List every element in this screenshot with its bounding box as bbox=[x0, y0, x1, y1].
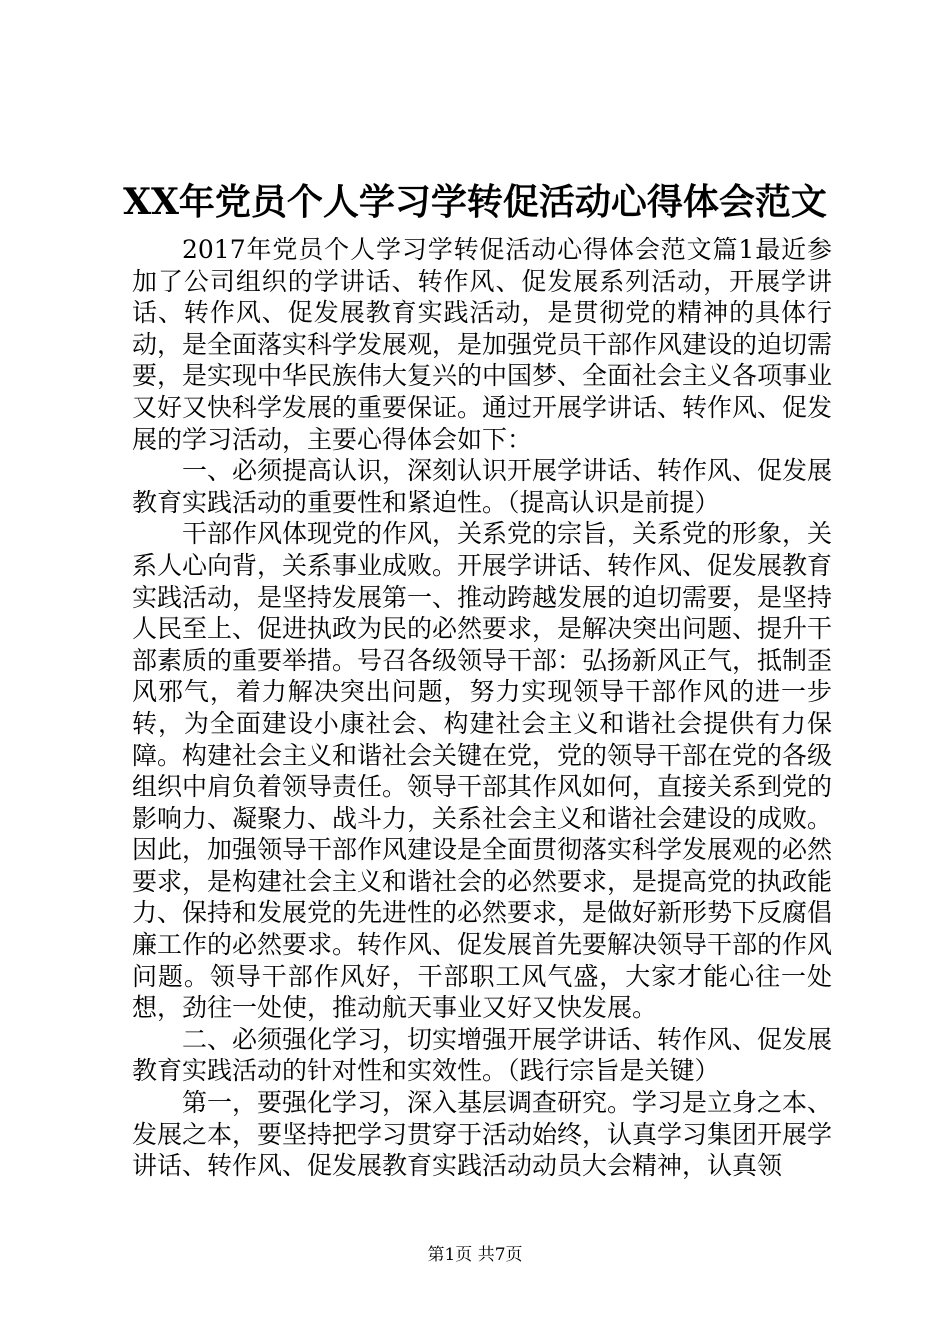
page-footer: 第1页 共7页 bbox=[427, 1245, 523, 1265]
paragraph: 2017年党员个人学习学转促活动心得体会范文篇1最近参加了公司组织的学讲话、转作风、促发展系列活动，开展学讲话、转作风、促发展教育实践活动，是贯彻党的精神的具体行动，是全面落实科学发展观，是加强党员干部作风建设的迫切需要，是实现中华民族伟大复兴的中国梦、全面社会主义各项事业又好又快科学发展的重要保证。通过开展学讲话、转作风、促发展的学习活动，主要心得体会如下： bbox=[132, 235, 833, 454]
document-body bbox=[132, 234, 832, 1182]
document-title: XX年党员个人学习学转促活动心得体会范文 bbox=[123, 181, 827, 223]
paragraph: 二、必须强化学习，切实增强开展学讲话、转作风、促发展教育实践活动的针对性和实效性。（践行宗旨是关键） bbox=[132, 1024, 833, 1086]
paragraph: 干部作风体现党的作风，关系党的宗旨，关系党的形象，关系人心向背，关系事业成败。开展学讲话、转作风、促发展教育实践活动，是坚持发展第一、推动跨越发展的迫切需要，是坚持人民至上、促进执政为民的必然要求，是解决突出问题、提升干部素质的重要举措。号召各级领导干部：弘扬新风正气，抵制歪风邪气，着力解决突出问题，努力实现领导干部作风的进一步转，为全面建设小康社会、构建社会主义和谐社会提供有力保障。构建社会主义和谐社会关键在党，党的领导干部在党的各级组织中肩负着领导责任。领导干部其作风如何，直接关系到党的影响力、凝聚力、战斗力，关系社会主义和谐社会建设的成败。因此，加强领导干部作风建设是全面贯彻落实科学发展观的必然要求，是构建社会主义和谐社会的必然要求，是提高党的执政能力、保持和发展党的先进性的必然要求，是做好新形势下反腐倡廉工作的必然要求。转作风、促发展首先要解决领导干部的作风问题。领导干部作风好，干部职工风气盛，大家才能心往一处想，劲往一处使，推动航天事业又好又快发展。 bbox=[132, 519, 833, 1023]
paragraph: 第一，要强化学习，深入基层调查研究。学习是立身之本、发展之本，要坚持把学习贯穿于活动始终，认真学习集团开展学讲话、转作风、促发展教育实践活动动员大会精神，认真领 bbox=[132, 1088, 833, 1181]
paragraph: 一、必须提高认识，深刻认识开展学讲话、转作风、促发展教育实践活动的重要性和紧迫性。（提高认识是前提） bbox=[132, 456, 833, 517]
